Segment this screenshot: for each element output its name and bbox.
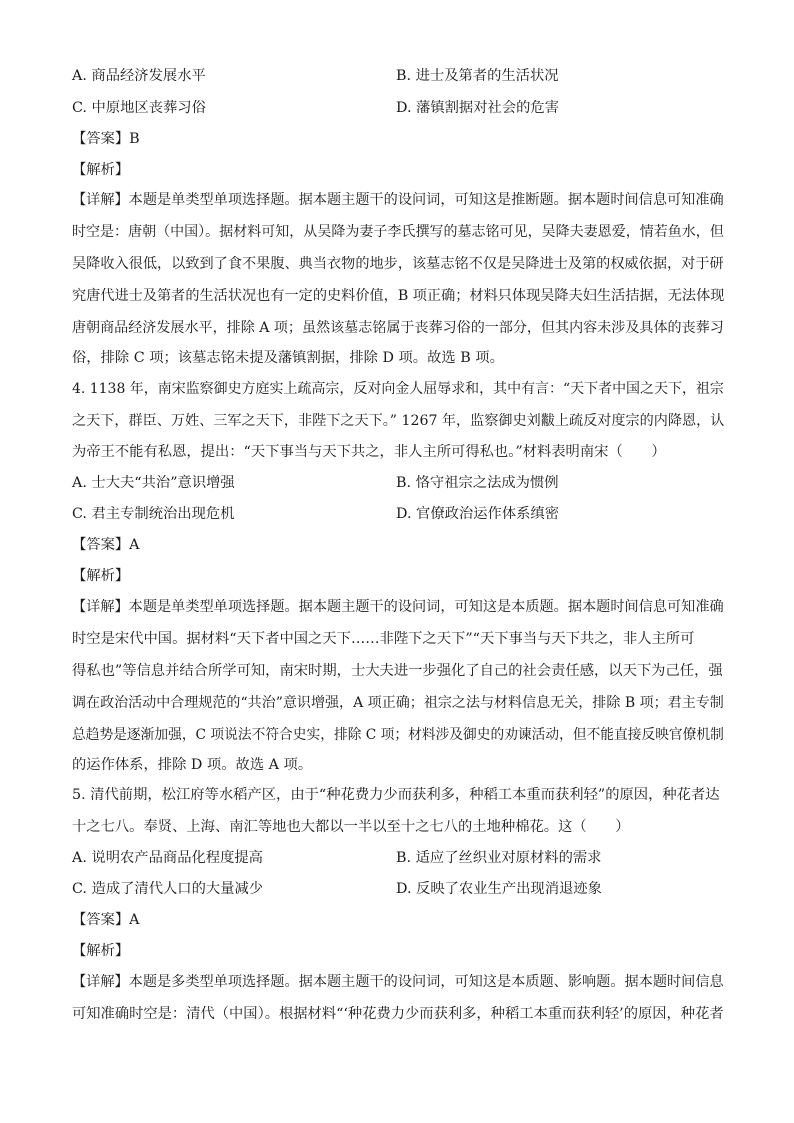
q3-detail-line: 时空是：唐朝（中国）。据材料可知，从吴降为妻子李氏撰写的墓志铭可见，吴降夫妻恩爱，情若鱼水，但 <box>72 224 724 240</box>
q3-option-c: C. 中原地区丧葬习俗 <box>72 100 206 116</box>
q3-option-b: B. 进士及第者的生活状况 <box>396 68 559 84</box>
q3-detail-line: 吴降收入很低，以致到了食不果腹、典当衣物的地步，该墓志铭不仅是吴降进士及第的权威依据，对于研 <box>72 256 724 272</box>
q4-detail-line: 【详解】本题是单类型单项选择题。据本题主题干的设问词，可知这是本质题。据本题时间信息可知准确 <box>72 599 724 615</box>
q5-answer: 【答案】A <box>72 912 140 928</box>
q5-option-d: D. 反映了农业生产出现消退迹象 <box>396 881 602 897</box>
q3-detail-line: 究唐代进士及第者的生活状况也有一定的史料价值，B 项正确；材料只体现吴降夫妇生活拮据，无法体现 <box>72 288 725 304</box>
q3-analysis-label: 【解析】 <box>72 162 130 178</box>
q5-option-b: B. 适应了丝织业对原材料的需求 <box>396 850 602 866</box>
q4-option-b: B. 恪守祖宗之法成为惯例 <box>396 475 559 491</box>
q3-detail-line: 唐朝商品经济发展水平，排除 A 项；虽然该墓志铭属于丧葬习俗的一部分，但其内容未涉及具体的丧葬习 <box>72 320 724 336</box>
q3-detail-line: 俗，排除 C 项；该墓志铭未提及藩镇割据，排除 D 项。故选 B 项。 <box>72 350 504 366</box>
q3-detail-line: 【详解】本题是单类型单项选择题。据本题主题干的设问词，可知这是推断题。据本题时间信息可知准确 <box>72 192 724 208</box>
q4-detail-line: 调在政治活动中合理规范的“共治”意识增强，A 项正确；祖宗之法与材料信息无关，排除 B 项；君主专制 <box>72 695 724 711</box>
q4-option-a: A. 士大夫“共治”意识增强 <box>72 475 235 491</box>
q4-detail-line: 的运作体系，排除 D 项。故选 A 项。 <box>72 757 313 773</box>
q4-detail-line: 得私也”等信息并结合所学可知，南宋时期，士大夫进一步强化了自己的社会责任感，以天下为己任，强 <box>72 663 723 679</box>
q3-option-a: A. 商品经济发展水平 <box>72 68 206 84</box>
q5-stem-line: 5. 清代前期，松江府等水稻产区，由于“种花费力少而获利多，种稻工本重而获利轻”的原因，种花者达 <box>72 787 720 803</box>
q4-option-c: C. 君主专制统治出现危机 <box>72 506 235 522</box>
q4-analysis-label: 【解析】 <box>72 568 130 584</box>
q5-option-c: C. 造成了清代人口的大量减少 <box>72 881 264 897</box>
q5-detail-line: 可知准确时空是：清代（中国）。根据材料“‘种花费力少而获利多，种稻工本重而获利轻’的原因，种花者 <box>72 1006 724 1022</box>
q4-detail-line: 时空是宋代中国。据材料“天下者中国之天下……非陛下之天下”“天下事当与天下共之，非人主所可 <box>72 631 695 647</box>
q3-option-d: D. 藩镇割据对社会的危害 <box>396 100 560 116</box>
q4-stem-line: 之天下，群臣、万姓、三军之天下，非陛下之天下。” 1267 年，监察御史刘黻上疏反对度宗的内降恩，认 <box>72 413 725 429</box>
q5-analysis-label: 【解析】 <box>72 943 130 959</box>
q4-answer: 【答案】A <box>72 537 140 553</box>
q5-option-a: A. 说明农产品商品化程度提高 <box>72 850 263 866</box>
q4-option-d: D. 官僚政治运作体系缜密 <box>396 506 560 522</box>
q4-stem-line: 4. 1138 年，南宋监察御史方庭实上疏高宗，反对向金人屈辱求和，其中有言：“天下者中国之天下，祖宗 <box>72 381 724 397</box>
q5-stem-line: 十之七八。奉贤、上海、南汇等地也大都以一半以至十之七八的土地种棉花。这（ ） <box>72 819 630 835</box>
q3-answer: 【答案】B <box>72 131 140 147</box>
q4-detail-line: 总趋势是逐渐加强，C 项说法不符合史实，排除 C 项；材料涉及御史的劝谏活动，但不能直接反映官僚机制 <box>72 727 724 743</box>
q4-stem-line: 为帝王不能有私恩，提出：“天下事当与天下共之，非人主所可得私也。”材料表明南宋（ ） <box>72 444 666 460</box>
q5-detail-line: 【详解】本题是多类型单项选择题。据本题主题干的设问词，可知这是本质题、影响题。据本题时间信息 <box>72 974 724 990</box>
